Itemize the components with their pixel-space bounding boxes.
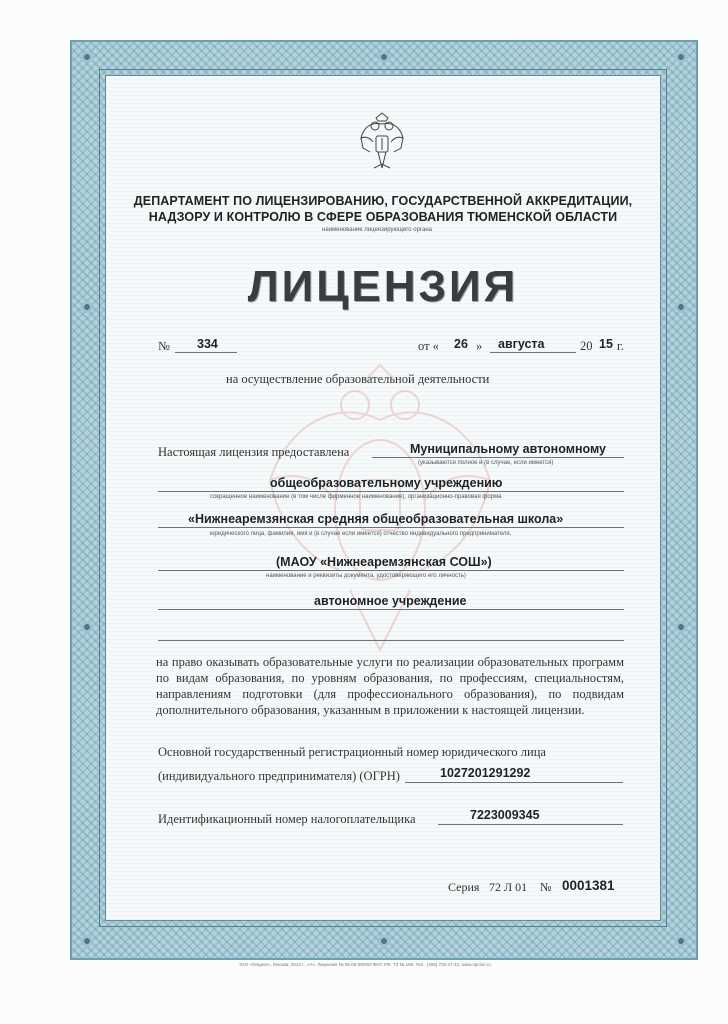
department-caption: наименование лицензирующего органа — [322, 227, 432, 233]
ogrn-label-line2: (индивидуального предпринимателя) (ОГРН) — [158, 769, 400, 783]
grantee-line2-underline — [158, 491, 624, 492]
grantee-line5: автономное учреждение — [314, 594, 467, 608]
year-prefix: 20 — [580, 339, 593, 353]
grantee-line1-underline — [372, 457, 624, 458]
date-day-close: » — [476, 339, 483, 353]
inn-underline — [438, 824, 623, 825]
ogrn-underline — [405, 782, 623, 783]
rosette-icon — [80, 620, 94, 634]
grantee-line2: общеобразовательному учреждению — [270, 476, 503, 490]
series-value: 72 Л 01 — [489, 880, 528, 894]
grantee-intro: Настоящая лицензия предоставлена — [158, 445, 350, 459]
rosette-icon — [80, 300, 94, 314]
department-name-line1: ДЕПАРТАМЕНТ ПО ЛИЦЕНЗИРОВАНИЮ, ГОСУДАРСТВЕННОЙ АККРЕДИТАЦИИ, — [133, 194, 633, 208]
department-name-line2: НАДЗОРУ И КОНТРОЛЮ В СФЕРЕ ОБРАЗОВАНИЯ ТЮМЕНСКОЙ ОБЛАСТИ — [148, 210, 618, 224]
rosette-icon — [377, 934, 391, 948]
coat-of-arms-icon — [358, 112, 406, 174]
date-day: 26 — [454, 337, 468, 351]
rosette-icon — [80, 50, 94, 64]
grantee-line4: (МАОУ «Нижнеаремзянская СОШ») — [276, 555, 492, 569]
rosette-icon — [80, 934, 94, 948]
document-title: ЛИЦЕНЗИЯ — [247, 262, 519, 311]
grantee-extra-underline — [158, 640, 624, 641]
number-label: № — [158, 339, 170, 353]
grantee-line2-caption: сокращенное наименование (в том числе фирменное наименование), организационно-правовая форма — [210, 494, 502, 500]
rosette-icon — [674, 934, 688, 948]
series-number: 0001381 — [562, 878, 615, 893]
license-number: 334 — [197, 337, 218, 351]
month-underline — [490, 352, 576, 353]
grantee-line3-caption: юридического лица, фамилия, имя и (в случае если имеется) отчество индивидуального предпринимателя, — [210, 531, 512, 537]
grantee-line1-caption: (указываются полное и (в случае, если имеется) — [418, 460, 554, 466]
rights-paragraph: на право оказывать образовательные услуги по реализации образовательных программ по видам образования, по уровням образования, по профессиям, специальностям, направлениям подготовки (для профессионального образования), по подвидам дополнительного образования, указанным в приложении к настоящей лицензии. — [156, 655, 624, 717]
grantee-line5-underline — [158, 609, 624, 610]
series-number-label: № — [540, 880, 552, 894]
rosette-icon — [674, 620, 688, 634]
inn-label: Идентификационный номер налогоплательщика — [158, 812, 416, 826]
date-month: августа — [498, 337, 545, 351]
rosette-icon — [377, 50, 391, 64]
grantee-line4-underline — [158, 570, 624, 571]
rosette-icon — [674, 300, 688, 314]
date-year: 15 — [599, 337, 613, 351]
rosette-icon — [674, 50, 688, 64]
date-prefix: от « — [418, 339, 439, 353]
grantee-line4-caption: наименование и реквизиты документа, удостоверяющего его личность) — [266, 573, 466, 579]
ogrn-label-line1: Основной государственный регистрационный номер юридического лица — [158, 745, 546, 759]
grantee-line3-underline — [158, 527, 624, 528]
number-underline — [175, 352, 237, 353]
series-label: Серия — [448, 880, 480, 894]
year-suffix: г. — [617, 339, 624, 353]
grantee-line3: «Нижнеаремзянская средняя общеобразовательная школа» — [188, 512, 564, 526]
printer-imprint: ЗАО «Опцион», Москва, 2014 г., «А». Лицензия № 05-05-09/003 ФНС РФ. ТЗ № 169. Тел.: (495) 726-47-42, www.opcion.ru — [239, 962, 491, 967]
grantee-line1: Муниципальному автономному — [410, 442, 607, 456]
watermark-eagle-icon — [250, 360, 510, 660]
ogrn-value: 1027201291292 — [440, 766, 531, 780]
inn-value: 7223009345 — [470, 808, 540, 822]
license-purpose: на осуществление образовательной деятельности — [226, 372, 490, 386]
